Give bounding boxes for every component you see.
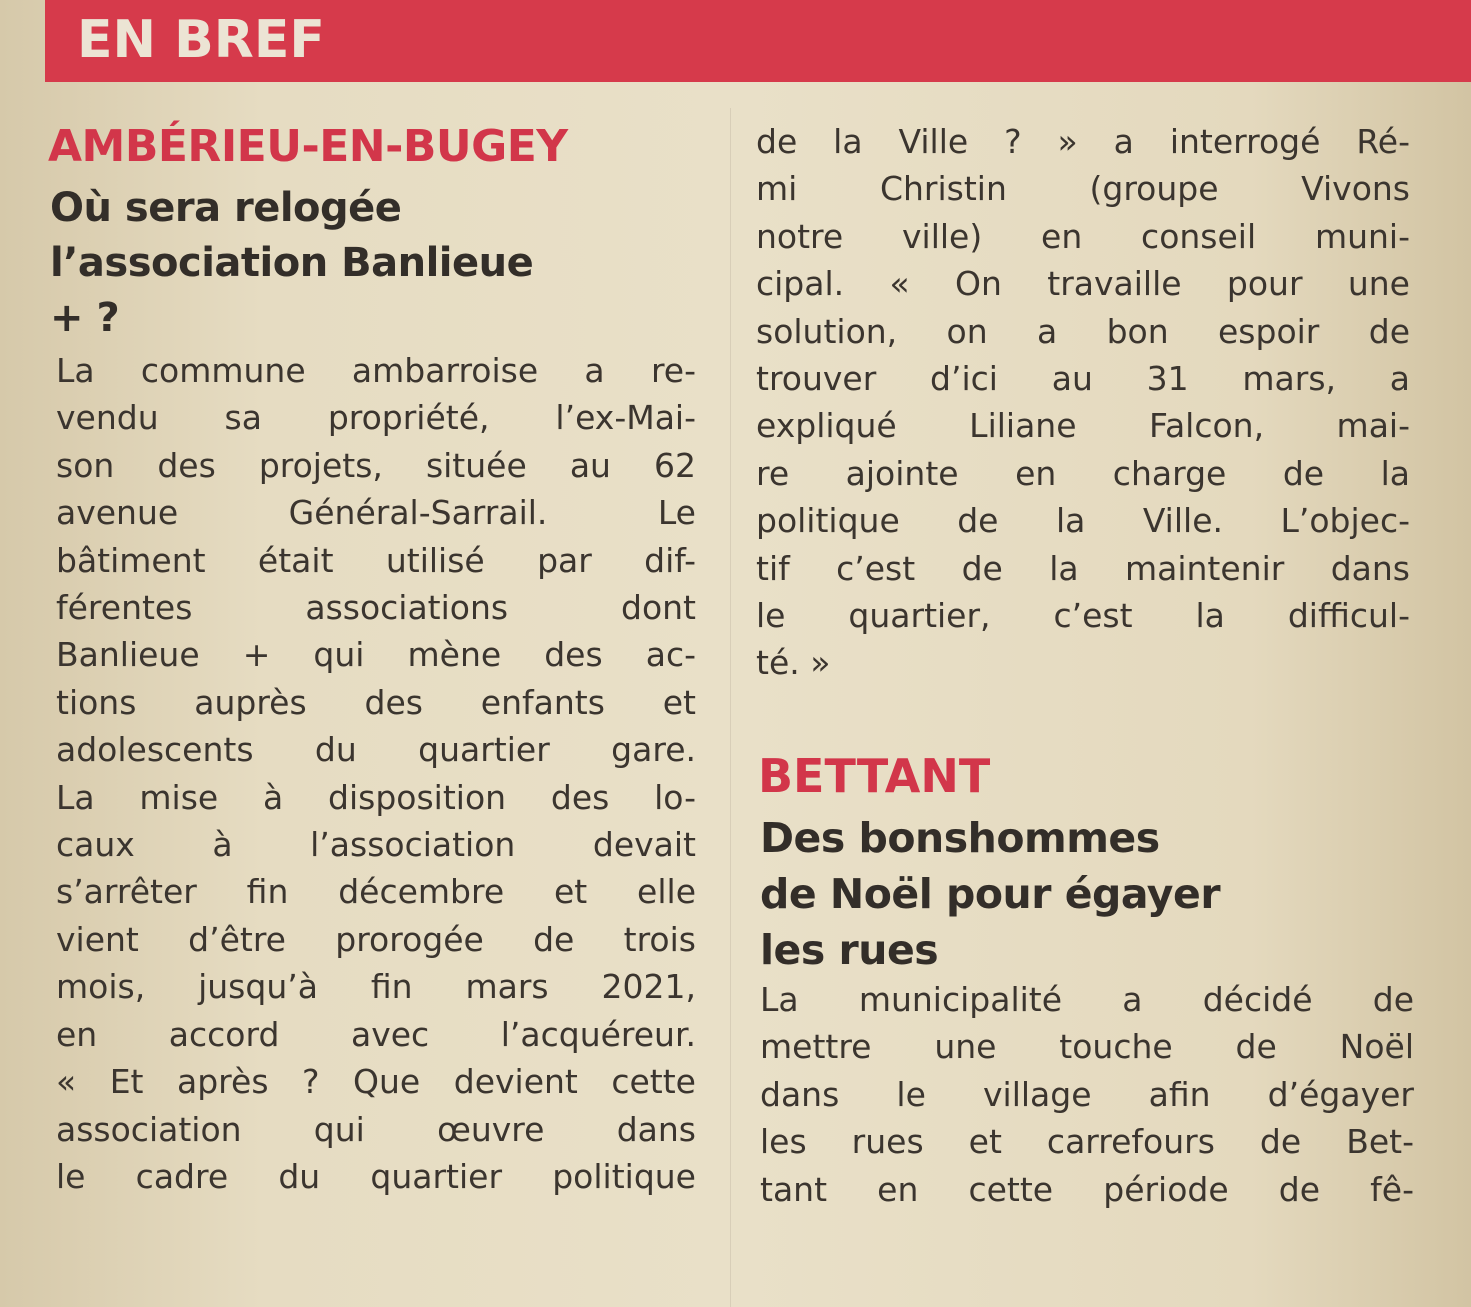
article2-headline-line: Des bonshommes	[760, 814, 1160, 862]
article1-body-col1	[56, 347, 696, 1200]
section-title: EN BREF	[77, 10, 325, 70]
body-line: en accord avec l’acquéreur.	[56, 1014, 696, 1054]
body-line: mettre une touche de Noël	[760, 1027, 1414, 1067]
column-divider	[730, 108, 731, 1307]
body-line: mi Christin (groupe Vivons	[756, 169, 1410, 209]
body-line: vendu sa propriété, l’ex-Mai-	[56, 398, 696, 438]
body-line: le cadre du quartier politique	[56, 1156, 696, 1196]
body-line: La commune ambarroise a re-	[56, 351, 696, 390]
body-line: avenue Général-Sarrail. Le	[56, 493, 696, 533]
body-line: de la Ville ? » a interrogé Ré-	[756, 122, 1410, 161]
body-line: le quartier, c’est la difficul-	[756, 596, 1410, 636]
article1-headline-line: + ?	[50, 295, 120, 341]
section-banner	[45, 0, 1471, 82]
body-line: La municipalité a décidé de	[760, 980, 1414, 1019]
article1-headline	[50, 181, 533, 346]
article2-headline-line: de Noël pour égayer	[760, 870, 1221, 918]
body-line: solution, on a bon espoir de	[756, 311, 1410, 351]
body-line: les rues et carrefours de Bet-	[760, 1122, 1414, 1162]
body-line: vient d’être prorogée de trois	[56, 919, 696, 959]
body-line: mois, jusqu’à fin mars 2021,	[56, 967, 696, 1007]
body-line: tif c’est de la maintenir dans	[756, 548, 1410, 588]
body-line: notre ville) en conseil muni-	[756, 216, 1410, 256]
body-line: association qui œuvre dans	[56, 1109, 696, 1149]
body-line: expliqué Liliane Falcon, mai-	[756, 406, 1410, 446]
body-line: férentes associations dont	[56, 588, 696, 628]
article2-kicker: BETTANT	[758, 749, 991, 803]
body-line: trouver d’ici au 31 mars, a	[756, 359, 1410, 399]
body-line: tant en cette période de fê-	[760, 1169, 1414, 1209]
body-line: dans le village afin d’égayer	[760, 1074, 1414, 1114]
body-line: son des projets, située au 62	[56, 445, 696, 485]
body-line: s’arrêter fin décembre et elle	[56, 872, 696, 912]
body-line: tions auprès des enfants et	[56, 682, 696, 722]
article1-body-col2	[756, 118, 1410, 687]
article1-kicker: AMBÉRIEU-EN-BUGEY	[48, 121, 568, 172]
body-line: politique de la Ville. L’objec-	[756, 501, 1410, 541]
article2-body	[760, 976, 1414, 1213]
body-line: cipal. « On travaille pour une	[756, 264, 1410, 304]
body-line: té. »	[756, 643, 831, 683]
body-line: Banlieue + qui mène des ac-	[56, 635, 696, 675]
body-line: La mise à disposition des lo-	[56, 777, 696, 817]
article1-headline-line: l’association Banlieue	[50, 240, 534, 286]
body-line: caux à l’association devait	[56, 825, 696, 865]
body-line: « Et après ? Que devient cette	[56, 1062, 696, 1102]
body-line: re ajointe en charge de la	[756, 453, 1410, 493]
article2-headline	[760, 810, 1220, 978]
article2-headline-line: les rues	[760, 926, 939, 974]
body-line: adolescents du quartier gare.	[56, 730, 696, 770]
body-line: bâtiment était utilisé par dif-	[56, 540, 696, 580]
article1-headline-line: Où sera relogée	[50, 185, 402, 231]
